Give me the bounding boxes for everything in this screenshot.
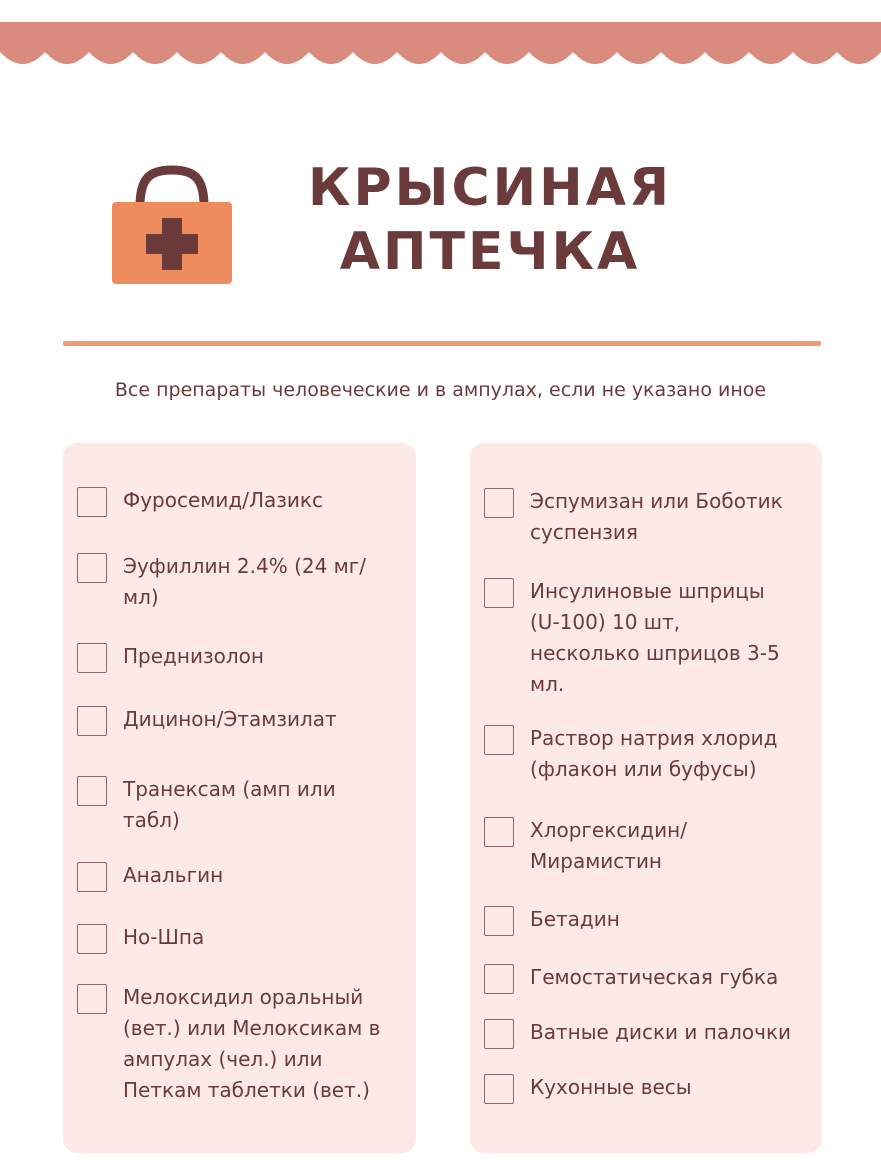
checkbox[interactable] xyxy=(484,817,514,847)
item-label: Инсулиновые шприцы (U-100) 10 шт, несколько шприцов 3-5 мл. xyxy=(530,579,780,696)
checkbox[interactable] xyxy=(484,1019,514,1049)
checkbox[interactable] xyxy=(484,1074,514,1104)
checklist-item xyxy=(77,704,402,736)
checkbox[interactable] xyxy=(484,725,514,755)
checkbox[interactable] xyxy=(77,924,107,954)
item-label: Анальгин xyxy=(123,863,224,887)
checklist-item xyxy=(484,1072,808,1104)
item-label: Но-Шпа xyxy=(123,925,205,949)
checklist-item xyxy=(77,641,402,673)
checkbox[interactable] xyxy=(77,553,107,583)
checkbox[interactable] xyxy=(484,488,514,518)
checkbox[interactable] xyxy=(484,578,514,608)
checklist-item xyxy=(484,904,808,936)
checkbox[interactable] xyxy=(77,776,107,806)
header xyxy=(0,150,881,300)
title-line-1: КРЫСИНАЯ xyxy=(308,158,672,218)
checklist-item xyxy=(484,1017,808,1049)
checkbox[interactable] xyxy=(484,906,514,936)
checkbox[interactable] xyxy=(484,964,514,994)
checklist-item xyxy=(77,774,366,836)
item-label: Транексам (амп или табл) xyxy=(123,777,336,832)
title-line-2: АПТЕЧКА xyxy=(339,222,641,282)
checklist-item xyxy=(77,860,402,892)
item-label: Кухонные весы xyxy=(530,1075,692,1099)
item-label: Мелоксидил оральный (вет.) или Мелоксикам в ампулах (чел.) или Петкам таблетки (вет.) xyxy=(123,985,381,1102)
item-label: Преднизолон xyxy=(123,644,264,668)
item-label: Эуфиллин 2.4% (24 мг/ мл) xyxy=(123,554,367,609)
checklist-item xyxy=(484,723,802,785)
checklist-item xyxy=(484,486,802,548)
checklist-item xyxy=(484,576,792,700)
checklist-item xyxy=(77,485,402,517)
item-label: Хлоргексидин/ Мирамистин xyxy=(530,818,687,873)
checkbox[interactable] xyxy=(77,862,107,892)
checkbox[interactable] xyxy=(77,643,107,673)
subtitle: Все препараты человеческие и в ампулах, если не указано иное xyxy=(114,379,767,401)
item-label: Эспумизан или Боботик суспензия xyxy=(530,489,783,544)
item-label: Дицинон/Этамзилат xyxy=(123,707,337,731)
divider xyxy=(63,341,821,346)
item-label: Раствор натрия хлорид (флакон или буфусы) xyxy=(530,726,778,781)
item-label: Бетадин xyxy=(530,907,620,931)
item-label: Фуросемид/Лазикс xyxy=(123,488,323,512)
checklist-card-right xyxy=(470,443,822,1153)
checklist-item xyxy=(484,962,808,994)
item-label: Гемостатическая губка xyxy=(530,965,779,989)
checklist-item xyxy=(77,922,402,954)
checklist-item xyxy=(77,982,398,1106)
page-title xyxy=(290,156,690,284)
item-label: Ватные диски и палочки xyxy=(530,1020,792,1044)
checkbox[interactable] xyxy=(77,487,107,517)
scalloped-border xyxy=(0,22,881,74)
checkbox[interactable] xyxy=(77,984,107,1014)
checkbox[interactable] xyxy=(77,706,107,736)
checklist-item xyxy=(484,815,762,877)
checklist-card-left xyxy=(63,443,416,1153)
first-aid-kit-icon xyxy=(110,162,234,284)
checklist-item xyxy=(77,551,376,613)
